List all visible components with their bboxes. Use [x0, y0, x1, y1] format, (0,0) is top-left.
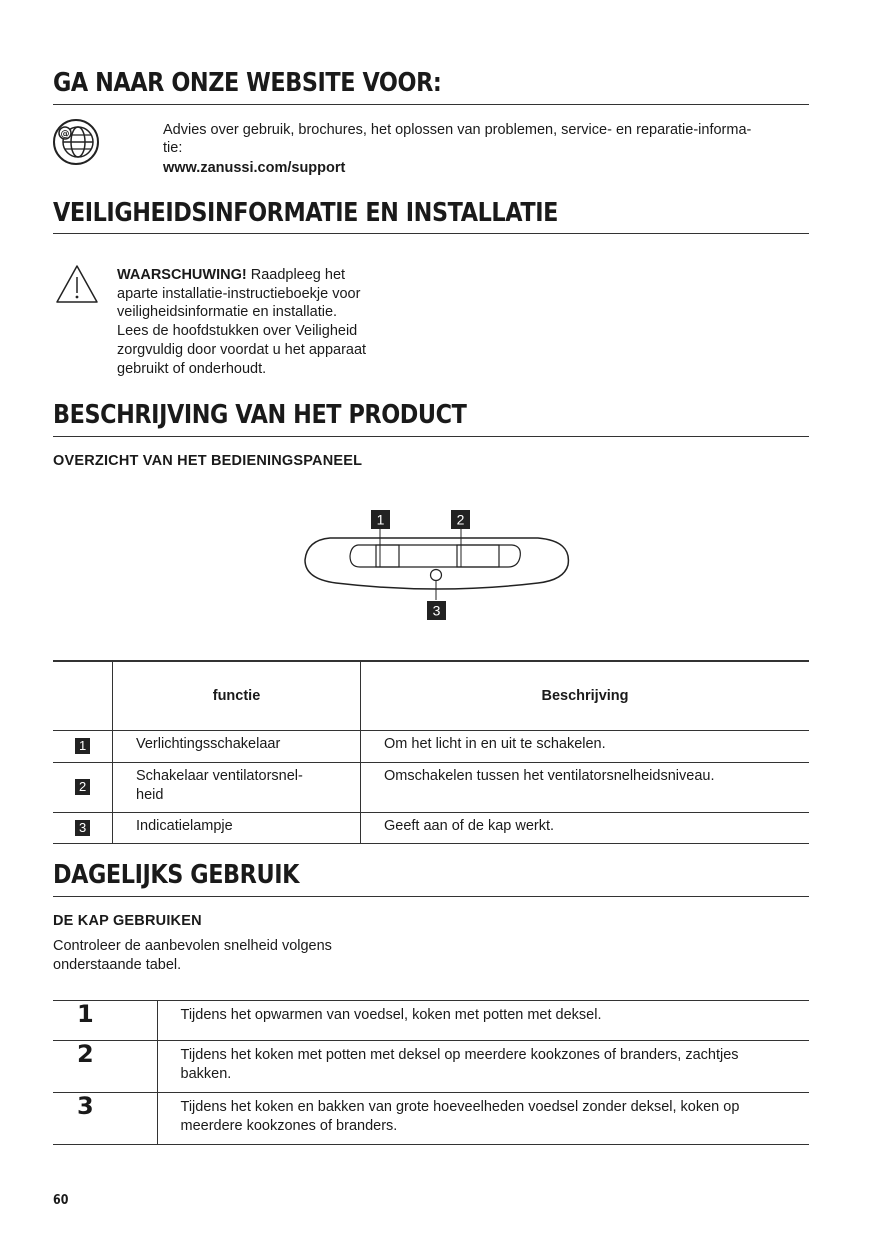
number-badge: 1 — [75, 738, 90, 754]
function-text-cont: heid — [136, 787, 164, 803]
website-text-cont: tie: — [163, 140, 183, 156]
speed-table — [53, 1000, 809, 1145]
intro-text-cont: onderstaande tabel. — [53, 957, 182, 973]
warning-icon — [55, 264, 99, 304]
warning-line: Lees de hoofdstukken over Veiligheid — [117, 323, 358, 339]
speed-description-line: Tijdens het koken met potten met deksel op meerdere kookzones of branders, zachtjes — [180, 1047, 739, 1063]
warning-label: WAARSCHUWING! — [117, 267, 247, 283]
table-cell-function: Indicatielampje — [113, 813, 361, 844]
table-row — [53, 731, 809, 763]
light-switch — [376, 545, 399, 567]
support-link[interactable]: www.zanussi.com/support — [163, 160, 346, 176]
divider — [53, 233, 809, 234]
speed-number: 1 — [53, 1001, 157, 1041]
speed-number: 2 — [53, 1041, 157, 1093]
warning-line: aparte installatie-instructieboekje voor — [117, 286, 361, 302]
warning-line: gebruikt of onderhoudt. — [117, 361, 267, 377]
page-number: 60 — [53, 1193, 69, 1208]
control-panel-diagram — [300, 505, 575, 625]
speed-description — [157, 1093, 809, 1145]
warning-line-1-text: Raadpleeg het — [250, 267, 346, 283]
table-cell-num — [53, 731, 113, 763]
warning-line: veiligheidsinformatie en installatie. — [117, 304, 338, 320]
table-header-function: functie — [113, 661, 361, 731]
speed-description — [157, 1041, 809, 1093]
svg-text:@: @ — [60, 129, 70, 140]
table-cell-description: Om het licht in en uit te schakelen. — [361, 731, 810, 763]
speed-number: 3 — [53, 1093, 157, 1145]
heading-safety: VEILIGHEIDSINFORMATIE EN INSTALLATIE — [53, 198, 558, 228]
table-row — [53, 1001, 809, 1041]
callout-label-1: 1 — [376, 511, 385, 528]
table-cell-description: Geeft aan of de kap werkt. — [361, 813, 810, 844]
warning-line-1 — [117, 266, 345, 285]
website-text: Advies over gebruik, brochures, het oplossen van problemen, service- en reparatie-informa- — [163, 122, 752, 138]
heading-product: BESCHRIJVING VAN HET PRODUCT — [53, 400, 467, 430]
speed-description-line: bakken. — [180, 1066, 232, 1082]
table-row — [53, 813, 809, 844]
speed-description-line: Tijdens het koken en bakken van grote hoeveelheden voedsel zonder deksel, koken op — [180, 1099, 740, 1115]
table-row — [53, 1093, 809, 1145]
warning-line: zorgvuldig door voordat u het apparaat — [117, 342, 367, 358]
subheading-control-panel: OVERZICHT VAN HET BEDIENINGSPANEEL — [53, 453, 363, 469]
subheading-use-hood: DE KAP GEBRUIKEN — [53, 913, 202, 929]
table-header-description: Beschrijving — [361, 661, 810, 731]
table-cell-function — [113, 763, 361, 813]
speed-description-line: meerdere kookzones of branders. — [180, 1118, 398, 1134]
divider — [53, 104, 809, 105]
heading-daily-use: DAGELIJKS GEBRUIK — [53, 860, 299, 890]
intro-text: Controleer de aanbevolen snelheid volgens — [53, 938, 332, 954]
callout-label-3: 3 — [432, 602, 441, 619]
speed-description: Tijdens het opwarmen van voedsel, koken met potten met deksel. — [157, 1001, 809, 1041]
callout-label-2: 2 — [456, 511, 465, 528]
divider — [53, 896, 809, 897]
heading-website: GA NAAR ONZE WEBSITE VOOR: — [53, 68, 442, 98]
divider — [53, 436, 809, 437]
number-badge: 2 — [75, 779, 90, 795]
table-cell-num — [53, 763, 113, 813]
table-cell-function: Verlichtingsschakelaar — [113, 731, 361, 763]
table-row — [53, 763, 809, 813]
table-header-row — [53, 661, 809, 731]
table-row — [53, 1041, 809, 1093]
number-badge: 3 — [75, 820, 90, 836]
table-header-cell — [53, 661, 113, 731]
table-cell-num — [53, 813, 113, 844]
table-cell-description: Omschakelen tussen het ventilatorsnelheidsniveau. — [361, 763, 810, 813]
indicator-lamp — [431, 570, 442, 581]
globe-icon — [52, 118, 100, 166]
fan-speed-switch — [457, 545, 499, 567]
function-text: Schakelaar ventilatorsnel- — [136, 768, 303, 784]
function-table — [53, 660, 809, 844]
